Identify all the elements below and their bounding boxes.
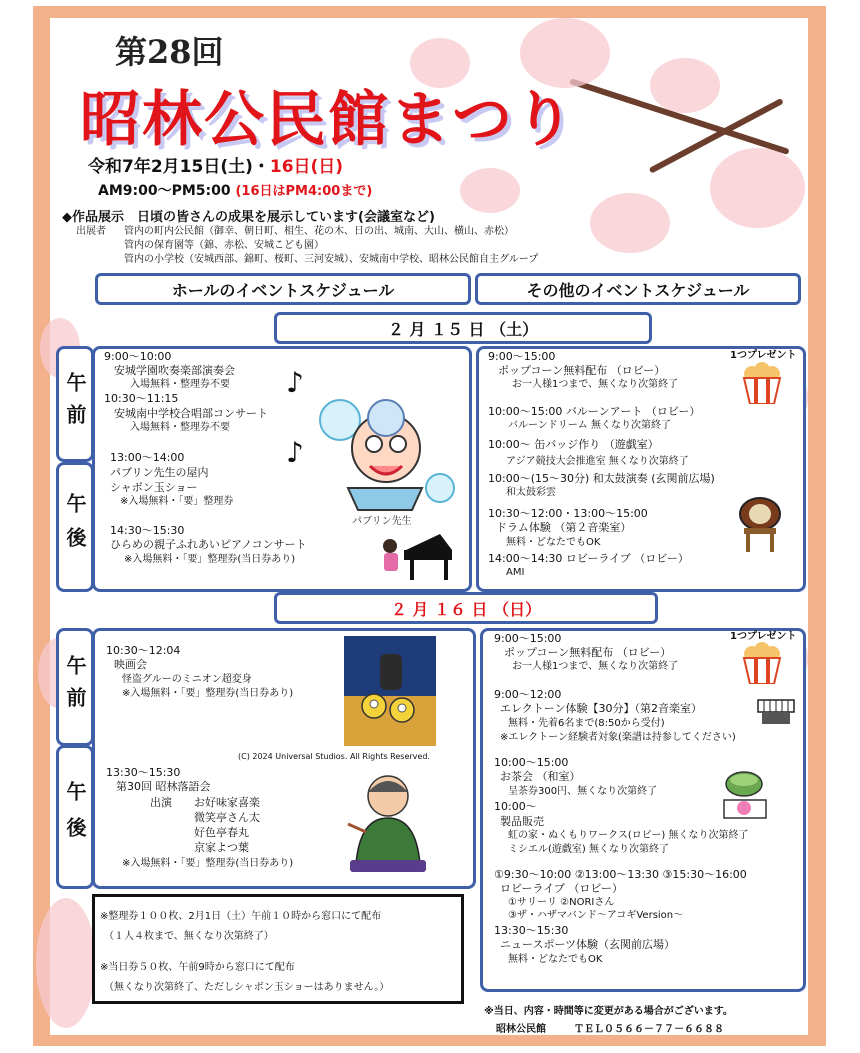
d1-other-o1-title: 9:00～15:00 (488, 350, 556, 363)
bubble-performer-illustration (312, 390, 462, 515)
cherry-blossom-icon (36, 898, 96, 1028)
d2-present-badge: 1つプレゼント (730, 631, 797, 642)
d2-hall-e1-time: 10:30～12:04 (106, 644, 181, 657)
popcorn-icon (740, 362, 784, 404)
music-note-icon: ♪ (286, 366, 304, 399)
d2-hall-cast-1: お好味家喜楽 (194, 796, 260, 809)
exhibit-line-3: 管内の小学校（安城西部、錦町、桜町、三河安城）、安城南中学校、昭林公民館自主グループ (124, 254, 539, 265)
d2-other-p5-sub: ロビーライブ （ロビー） (500, 882, 623, 895)
d1-other-o4-title: 10:00～(15～30分) 和太鼓演奏 (玄関前広場) (488, 472, 715, 485)
d2-other-p1-note: お一人様1つまで、無くなり次第終了 (512, 661, 679, 672)
change-disclaimer: ※当日、内容・時間等に変更がある場合がございます。 (484, 1006, 733, 1017)
electone-keyboard-icon (756, 696, 796, 726)
d2-other-p6-note: 無料・どなたでもOK (508, 954, 603, 965)
exhibit-line-1: 管内の町内公民館（御幸、朝日町、相生、花の木、日の出、城南、大山、横山、赤松） (124, 226, 514, 237)
cherry-blossom-icon (650, 58, 720, 113)
d2-other-p4-title: 10:00～ (494, 800, 537, 813)
ticket-note-1: ※整理券１００枚、2月1日（土）午前１０時から窓口にて配布 (100, 911, 382, 922)
d1-present-badge: 1つプレゼント (730, 350, 797, 361)
d2-other-p6-sub: ニュースポーツ体験（玄関前広場） (500, 938, 676, 951)
d1-other-o5-title: 10:30～12:00・13:00～15:00 (488, 507, 648, 520)
day1-label: ２ 月 １５ 日 （土） (274, 312, 652, 344)
d2-other-p2-sub: エレクトーン体験【30分】（第2音楽室） (500, 702, 703, 715)
event-date (88, 152, 343, 177)
d2-hall-e1-note: ※入場無料・「要」整理券(当日券あり) (122, 688, 294, 699)
d1-other-o1-note: お一人様1つまで、無くなり次第終了 (512, 379, 679, 390)
day1-pm-tab (56, 462, 94, 592)
cherry-blossom-icon (460, 168, 520, 213)
day2-am-label: 午前 (63, 655, 87, 719)
d1-other-o6-note: AMI (506, 567, 525, 578)
day2-pm-label: 午後 (63, 781, 87, 853)
d1-hall-e3-note: ※入場無料・「要」整理券 (120, 496, 234, 507)
hall-schedule-title: ホールのイベントスケジュール (95, 273, 471, 305)
d1-other-o2-note: バルーンドリーム 無くなり次第終了 (508, 420, 671, 431)
d1-hall-e1-title: 安城学園吹奏楽部演奏会 (114, 364, 235, 377)
exhibit-heading: ◆作品展示 日頃の皆さんの成果を展示しています(会議室など) (62, 210, 435, 225)
d1-other-o6-title: 14:00～14:30 ロビーライブ （ロビー） (488, 552, 689, 565)
d2-copyright: (C) 2024 Universal Studios. All Rights Reserved. (238, 752, 430, 761)
day1-pm-label: 午後 (63, 493, 87, 561)
ticket-note-2: ※当日券５０枚、午前9時から窓口にて配布 (100, 962, 295, 973)
tea-ceremony-icon (714, 766, 776, 822)
d2-hall-cast-2: 微笑亭さん太 (194, 811, 260, 824)
d1-hall-e4-note: ※入場無料・「要」整理券(当日券あり) (124, 554, 296, 565)
d1-other-o3-note: アジア競技大会推進室 無くなり次第終了 (506, 456, 689, 467)
d1-other-o3-title: 10:00～ 缶バッジ作り （遊戯室） (488, 438, 659, 451)
d2-other-p1-title: 9:00～15:00 (494, 632, 562, 645)
d1-hall-e1-note: 入場無料・整理券不要 (130, 379, 230, 390)
taiko-drum-icon (736, 494, 784, 554)
popcorn-icon (740, 642, 784, 684)
d1-hall-e3-title2: シャボン玉ショー (110, 481, 198, 494)
d1-hall-e3-title1: パブリン先生の屋内 (110, 466, 209, 479)
rakugo-performer-illustration (340, 770, 436, 874)
d1-hall-e4-time: 14:30～15:30 (110, 524, 185, 537)
d2-hall-e2-time: 13:30～15:30 (106, 766, 181, 779)
d2-other-p4-note2: ミシエル(遊戯室) 無くなり次第終了 (508, 844, 669, 855)
d2-other-p5-title: ①9:30～10:00 ②13:00～13:30 ③15:30～16:00 (494, 868, 747, 881)
date-day1: 令和7年2月15日(土)・ (88, 157, 270, 177)
d1-hall-e2-time: 10:30～11:15 (104, 392, 179, 405)
d2-hall-e2-title: 第30回 昭林落語会 (116, 780, 211, 793)
d1-hall-e4-title: ひらめの親子ふれあいピアノコンサート (110, 538, 307, 551)
d1-hall-e2-note: 入場無料・整理券不要 (130, 422, 230, 433)
d2-hall-e1-title: 映画会 (114, 658, 147, 671)
d2-other-p4-note1: 虹の家・ぬくもりワークス(ロビー) 無くなり次第終了 (508, 830, 749, 841)
movie-poster-image (344, 636, 436, 746)
cherry-blossom-icon (710, 148, 805, 228)
ticket-note-1b: （１人４枚まで、無くなり次第終了） (104, 931, 274, 942)
d2-other-p2-title: 9:00～12:00 (494, 688, 562, 701)
d2-other-p6-title: 13:30～15:30 (494, 924, 569, 937)
d2-other-p2-note1: 無料・先着6名まで(8:50から受付) (508, 718, 665, 729)
music-note-icon: ♪ (286, 436, 304, 469)
d2-other-p2-note2: ※エレクトーン経験者対象(楽譜は持参してください) (500, 732, 736, 743)
exhibit-label: 出展者 (76, 226, 106, 237)
d2-other-p1-sub: ポップコーン無料配布 （ロビー） (504, 646, 672, 659)
d2-hall-e2-note: ※入場無料・「要」整理券(当日券あり) (122, 858, 294, 869)
ticket-note-2b: （無くなり次第終了、ただしシャボン玉ショーはありません。） (104, 982, 390, 993)
cherry-blossom-icon (590, 193, 670, 253)
d1-hall-caption: パブリン先生 (352, 516, 412, 527)
org-tel: ＴＥＬ０５６６－７７－６６８８ (574, 1024, 724, 1035)
d2-other-p3-sub: お茶会 （和室） (500, 770, 581, 783)
d1-other-o5-sub: ドラム体験 （第２音楽室） (496, 521, 632, 534)
d1-other-o1-sub: ポップコーン無料配布 （ロビー） (498, 364, 666, 377)
d2-hall-cast-4: 京家よつ葉 (194, 841, 249, 854)
date-day2: 16日(日) (269, 157, 344, 177)
event-hours (98, 180, 372, 200)
d2-hall-cast-label: 出演 (150, 796, 172, 809)
d1-other-o2-title: 10:00～15:00 バルーンアート （ロビー） (488, 405, 701, 418)
day2-am-tab (56, 628, 94, 746)
d2-other-p5-a: ①サリーリ ②NORIさん (508, 897, 615, 908)
d2-hall-e1-sub: 怪盗グルーのミニオン超変身 (122, 674, 252, 685)
hours-text: AM9:00～PM5:00 (98, 183, 231, 199)
d1-other-o5-note: 無料・どなたでもOK (506, 537, 601, 548)
d1-hall-e2-title: 安城南中学校合唱部コンサート (114, 407, 268, 420)
d1-hall-e1-time: 9:00～10:00 (104, 350, 172, 363)
edition-label: 第28回 (115, 33, 224, 71)
hours-note: (16日はPM4:00まで) (235, 184, 373, 199)
page-title: 昭林公民館まつり (80, 85, 576, 155)
d1-other-o4-note: 和太鼓彩雲 (506, 487, 556, 498)
day2-pm-tab (56, 745, 94, 889)
d2-other-p3-title: 10:00～15:00 (494, 756, 569, 769)
d1-hall-e3-time: 13:00～14:00 (110, 451, 185, 464)
piano-illustration (376, 530, 456, 582)
d2-other-p4-sub: 製品販売 (500, 815, 544, 828)
other-schedule-title: その他のイベントスケジュール (475, 273, 801, 305)
day1-am-label: 午前 (63, 372, 87, 436)
day1-am-tab (56, 346, 94, 462)
exhibit-line-2: 管内の保育園等（錦、赤松、安城こども園） (124, 240, 324, 251)
d2-other-p3-note: 呈茶券300円、無くなり次第終了 (508, 786, 658, 797)
d2-other-p5-b: ③ザ・ハザマバンド～アコギVersion～ (508, 910, 684, 921)
day2-label: ２ 月 １６ 日 （日） (274, 592, 658, 624)
org-name: 昭林公民館 (496, 1024, 546, 1035)
d2-hall-cast-3: 好色亭春丸 (194, 826, 249, 839)
